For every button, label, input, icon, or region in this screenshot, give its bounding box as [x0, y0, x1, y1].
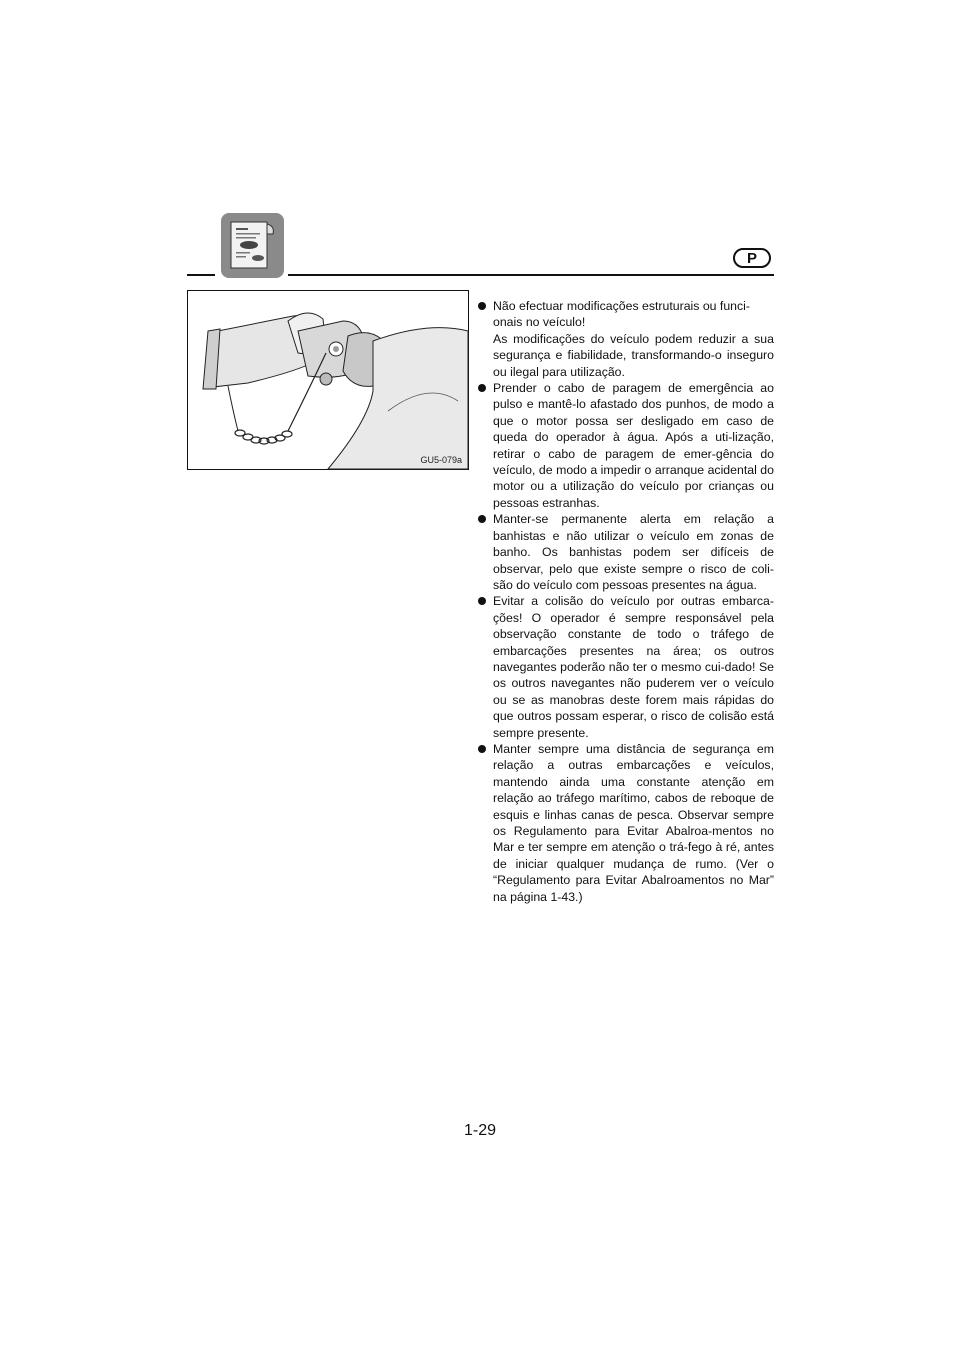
- bullet-text: Evitar a colisão do veículo por outras embarca-ções! O operador é sempre responsável pela observação constante de todo o tráfego de embarcações presentes na área; os outros navegantes poderão não ter o mesmo cui-dado! Se os outros navegantes não puderem ver o veículo ou se as manobras deste forem mais rápidas do que outros possam esperar, o risco de colisão está sempre presente.: [493, 594, 774, 740]
- page-number: 1-29: [463, 1122, 497, 1139]
- bullet-dot-icon: [478, 745, 486, 753]
- bullet-text: As modificações do veículo podem reduzir a sua segurança e fiabilidade, transformando-o inseguro ou ilegal para utilização.: [493, 331, 774, 379]
- bullet-item: [477, 511, 774, 593]
- header-rule-left: [187, 274, 215, 276]
- bullet-text: Prender o cabo de paragem de emergência ao pulso e mantê-lo afastado dos punhos, de modo a que o motor possa ser desligado em caso de queda do operador à água. Após a uti-lização, retirar o cabo de paragem de emer-gência do veículo, de modo a impedir o arranque acidental do motor ou a utilização do veículo por crianças ou pessoas estranhas.: [493, 381, 774, 510]
- bullet-text: Não efectuar modificações estruturais ou funci-: [493, 299, 750, 313]
- language-badge: P: [733, 248, 771, 268]
- manual-book-icon: [221, 213, 284, 278]
- figure-label: GU5-079a: [420, 455, 462, 465]
- safety-bullet-list: [477, 298, 774, 905]
- bullet-dot-icon: [478, 384, 486, 392]
- bullet-item: [477, 741, 774, 905]
- illustration-lanyard-wrist: [187, 290, 469, 470]
- bullet-dot-icon: [478, 515, 486, 523]
- bullet-text: Manter sempre uma distância de segurança em relação a outras embarcações e veículos, mantendo ainda uma constante atenção em relação ao tráfego marítimo, cabos de reboque de esquis e linhas canas de pesca. Observar sempre os Regulamento para Evitar Abalroa-mentos no Mar e ter sempre em atenção o trá-fego à ré, antes de iniciar qualquer mudança de rumo. (Ver o “Regulamento para Evitar Abalroamentos no Mar” na página 1-43.): [493, 741, 774, 904]
- bullet-item: [477, 593, 774, 741]
- bullet-item: [477, 298, 774, 380]
- bullet-dot-icon: [478, 597, 486, 605]
- bullet-dot-icon: [478, 302, 486, 310]
- bullet-text: onais no veículo!: [493, 315, 586, 330]
- header-rule-right: [288, 274, 774, 276]
- bullet-text: Manter-se permanente alerta em relação a banhistas e não utilizar o veículo em zonas de banho. Os banhistas podem ser difíceis de observar, pelo que existe sempre o risco de coli-são do veículo com pessoas presentes na água.: [493, 512, 774, 592]
- bullet-item: [477, 380, 774, 511]
